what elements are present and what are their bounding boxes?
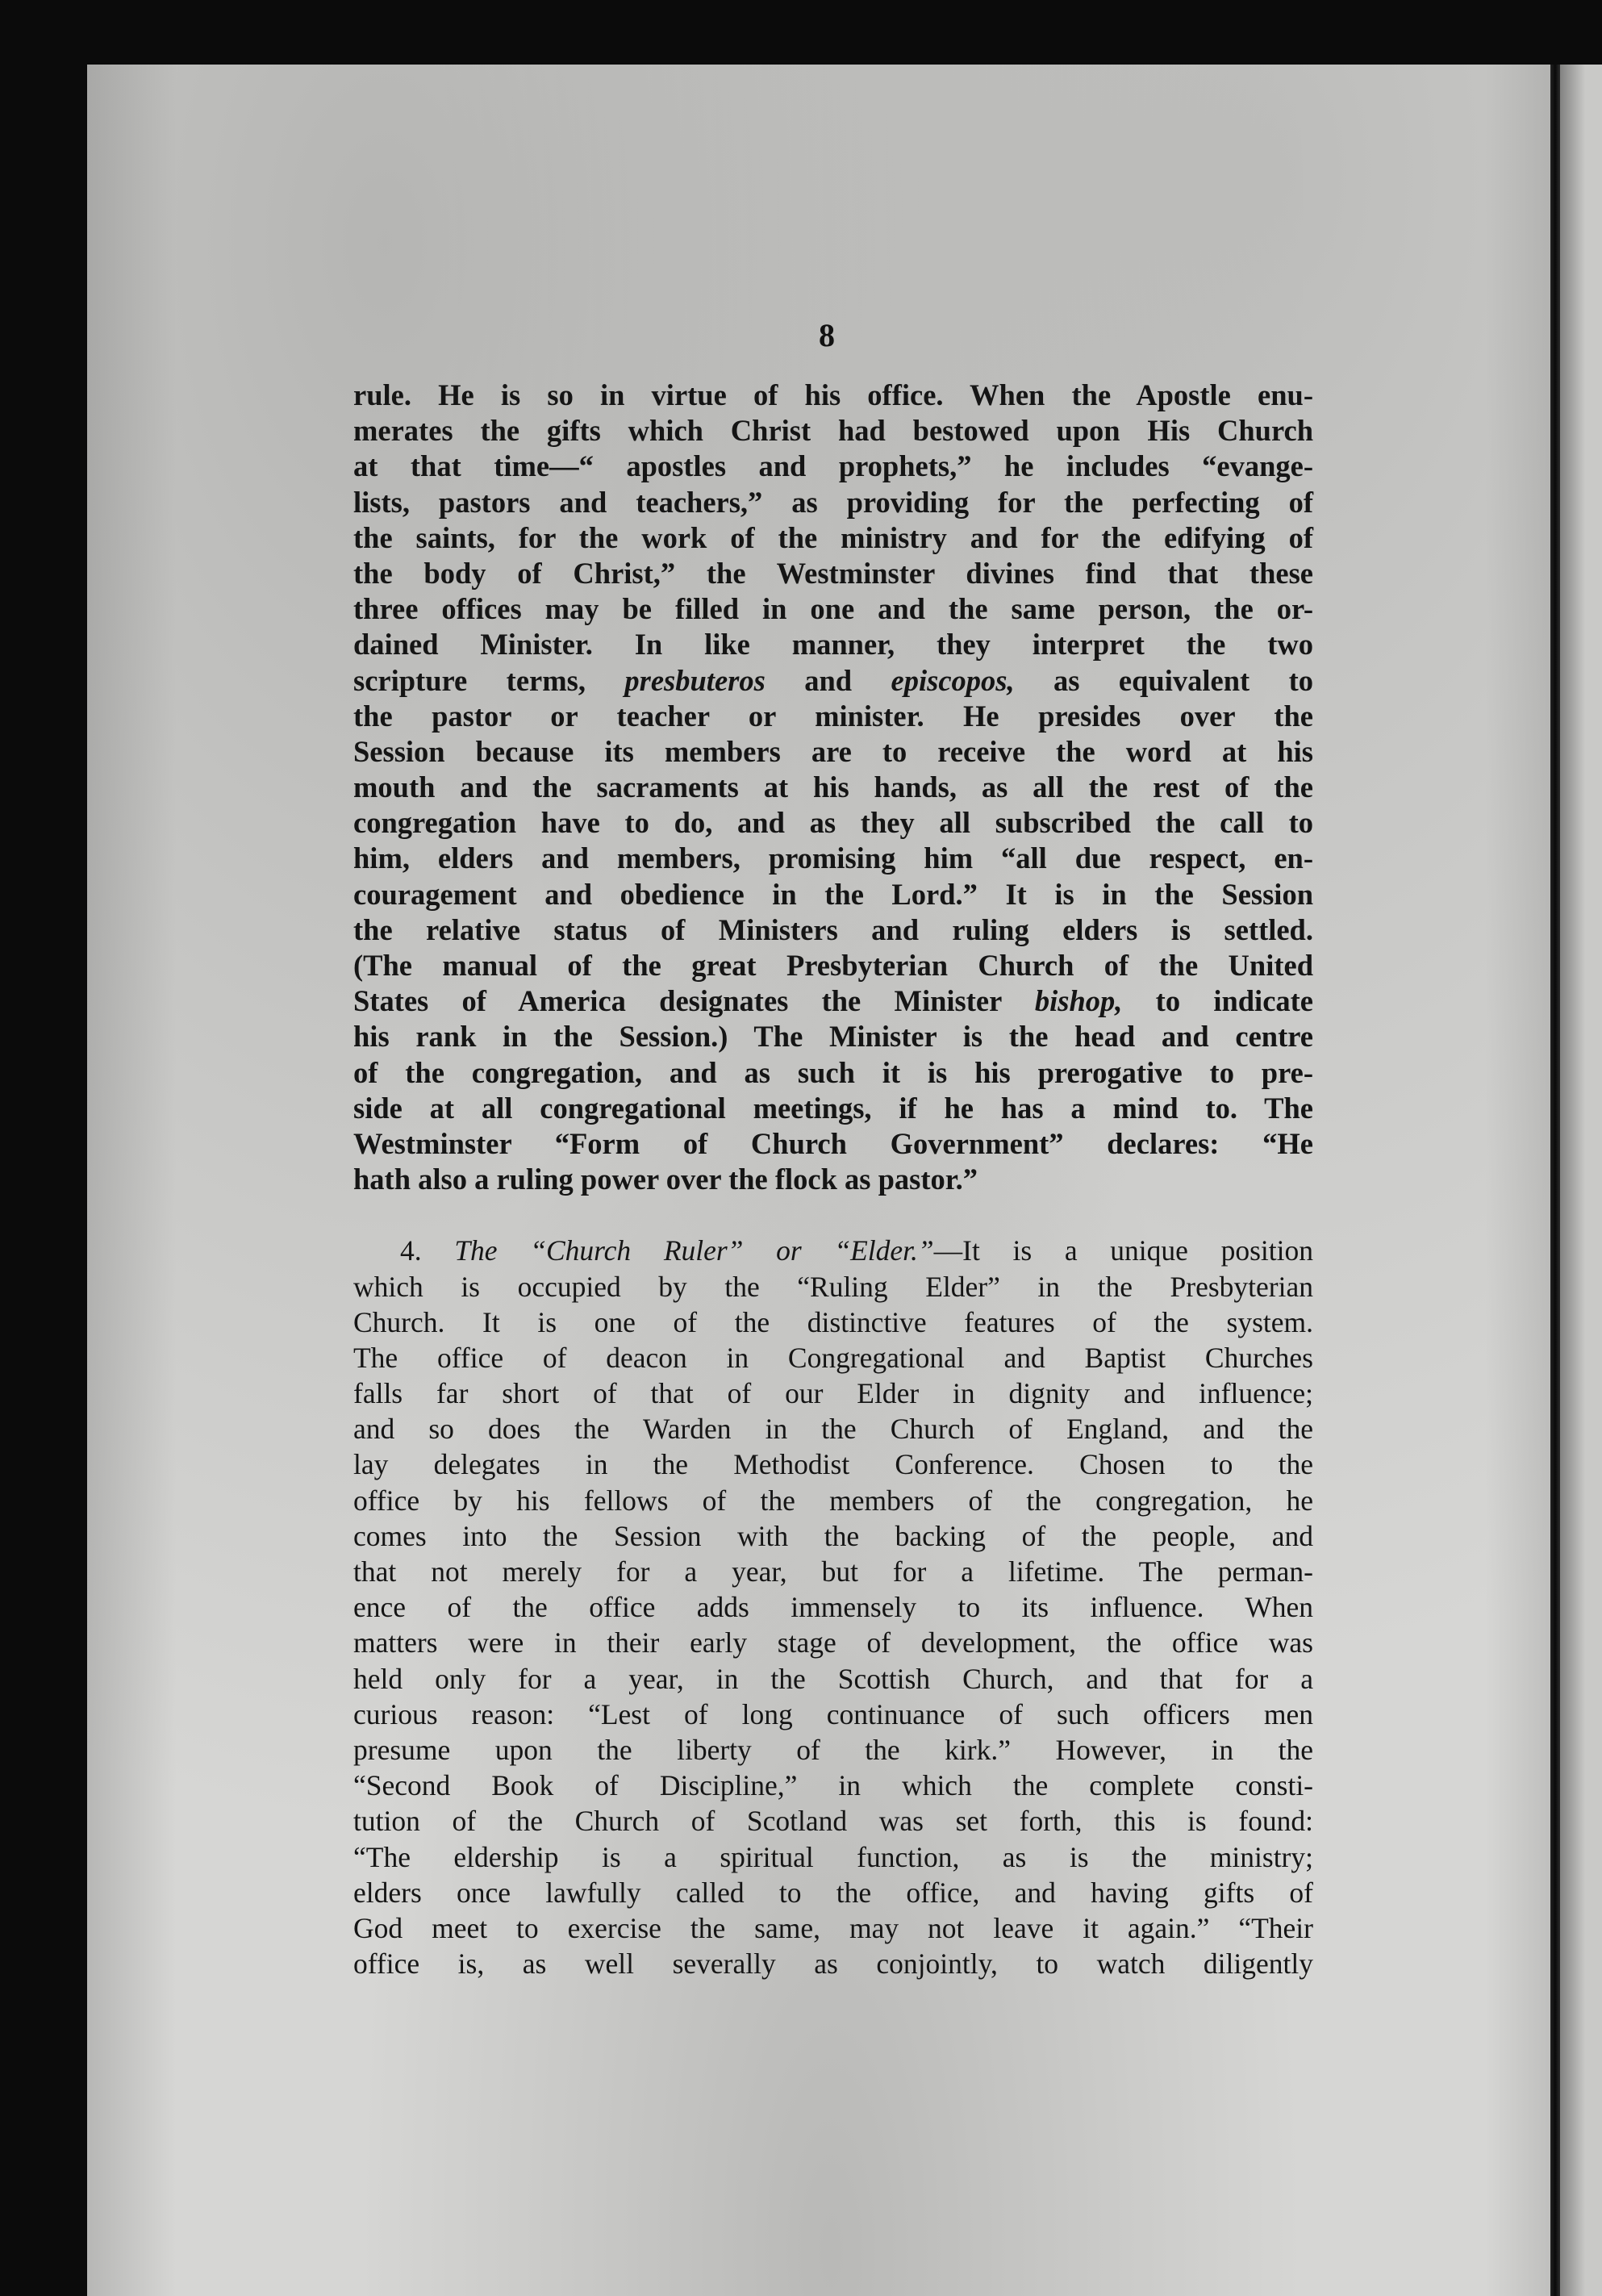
text-fragment: and bbox=[765, 663, 891, 697]
text-fragment: scripture terms, bbox=[353, 663, 625, 697]
text-line: congregation have to do, and as they all subscribed the call to bbox=[353, 806, 1313, 840]
text-line: him, elders and members, promising him “all due respect, en- bbox=[353, 841, 1313, 875]
text-line: hath also a ruling power over the flock as pastor.” bbox=[353, 1163, 978, 1196]
text-line: mouth and the sacraments at his hands, as all the rest of the bbox=[353, 770, 1313, 804]
section-title: The “Church Ruler” or “Elder.” bbox=[454, 1234, 934, 1267]
text-line: his rank in the Session.) The Minister is the head and centre bbox=[353, 1020, 1313, 1054]
text-line: tution of the Church of Scotland was set forth, this is found: bbox=[353, 1805, 1313, 1838]
italic-term: presbuteros bbox=[624, 663, 766, 697]
italic-term: bishop, bbox=[1034, 984, 1123, 1018]
text-line: elders once lawfully called to the office, and having gifts of bbox=[353, 1876, 1313, 1909]
text-line: falls far short of that of our Elder in dignity and influence; bbox=[353, 1377, 1313, 1410]
text-line: the saints, for the work of the ministry and for the edifying of bbox=[353, 520, 1313, 554]
text-line: “The eldership is a spiritual function, as is the ministry; bbox=[353, 1840, 1313, 1873]
text-line: that not merely for a year, but for a lifetime. The perman- bbox=[353, 1555, 1313, 1588]
text-line: “Second Book of Discipline,” in which the complete consti- bbox=[353, 1769, 1313, 1802]
text-line bbox=[353, 983, 1313, 1019]
text-line: held only for a year, in the Scottish Church, and that for a bbox=[353, 1662, 1313, 1695]
text-line: and so does the Warden in the Church of England, and the bbox=[353, 1413, 1313, 1446]
text-line bbox=[353, 663, 1313, 699]
book-spine-gutter bbox=[1550, 65, 1560, 2296]
text-line: the body of Christ,” the Westminster divines find that these bbox=[353, 556, 1313, 590]
text-line: dained Minister. In like manner, they interpret the two bbox=[353, 628, 1313, 662]
text-line: presume upon the liberty of the kirk.” However, in the bbox=[353, 1733, 1313, 1766]
text-line: three offices may be filled in one and the same person, the or- bbox=[353, 592, 1313, 626]
body-text bbox=[353, 378, 1313, 1981]
text-line: The office of deacon in Congregational and Baptist Churches bbox=[353, 1341, 1313, 1374]
text-line: of the congregation, and as such it is his prerogative to pre- bbox=[353, 1055, 1313, 1089]
page-number: 8 bbox=[819, 317, 835, 353]
text-line: office is, as well severally as conjointly, to watch diligently bbox=[353, 1947, 1313, 1981]
text-line: Westminster “Form of Church Government” declares: “He bbox=[353, 1126, 1313, 1160]
text-line: office by his fellows of the members of the congregation, he bbox=[353, 1484, 1313, 1517]
text-line: merates the gifts which Christ had bestowed upon His Church bbox=[353, 414, 1313, 448]
text-line: rule. He is so in virtue of his office. When the Apostle enu- bbox=[353, 378, 1313, 411]
text-line: Church. It is one of the distinctive features of the system. bbox=[353, 1305, 1313, 1338]
paragraph-1 bbox=[353, 378, 1313, 1197]
paragraph-2 bbox=[353, 1233, 1313, 1981]
text-line: curious reason: “Lest of long continuance of such officers men bbox=[353, 1697, 1313, 1730]
text-line: Session because its members are to receive the word at his bbox=[353, 734, 1313, 768]
text-line: couragement and obedience in the Lord.” It is in the Session bbox=[353, 877, 1313, 911]
text-line: lists, pastors and teachers,” as providing for the perfecting of bbox=[353, 485, 1313, 519]
text-line: matters were in their early stage of development, the office was bbox=[353, 1626, 1313, 1659]
text-fragment: as equivalent to bbox=[1014, 663, 1313, 697]
paragraph-2-heading-line bbox=[353, 1233, 1313, 1268]
text-fragment: to indicate bbox=[1122, 984, 1314, 1018]
text-line: at that time—“ apostles and prophets,” he includes “evange- bbox=[353, 449, 1313, 483]
text-fragment: States of America designates the Minister bbox=[353, 984, 1035, 1018]
text-line: (The manual of the great Presbyterian Church of the United bbox=[353, 949, 1313, 982]
text-line: the relative status of Ministers and ruling elders is settled. bbox=[353, 912, 1313, 946]
text-line: side at all congregational meetings, if he has a mind to. The bbox=[353, 1091, 1313, 1125]
text-line: lay delegates in the Methodist Conference. Chosen to the bbox=[353, 1448, 1313, 1481]
text-line: God meet to exercise the same, may not leave it again.” “Their bbox=[353, 1911, 1313, 1944]
section-number: 4. bbox=[400, 1234, 455, 1267]
text-line: the pastor or teacher or minister. He presides over the bbox=[353, 699, 1313, 733]
italic-term: episcopos, bbox=[891, 663, 1015, 697]
text-line: comes into the Session with the backing of the people, and bbox=[353, 1519, 1313, 1552]
text-line: ence of the office adds immensely to its influence. When bbox=[353, 1591, 1313, 1624]
facing-page-edge bbox=[1560, 65, 1602, 2296]
section-lead-text: —It is a unique position bbox=[933, 1234, 1314, 1267]
text-line: which is occupied by the “Ruling Elder” in the Presbyterian bbox=[353, 1270, 1313, 1303]
